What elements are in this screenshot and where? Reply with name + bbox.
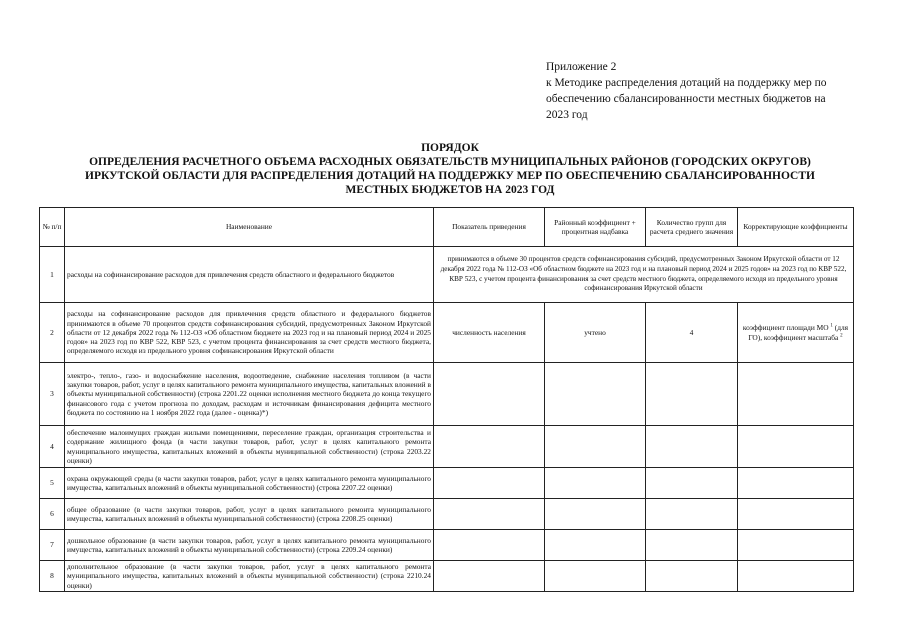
table-header-row	[40, 208, 854, 247]
row-name: общее образование (в части закупки товаров, работ, услуг в целях капитального ремонта муниципального имущества, капитальных вложений в объекты муниципальной собственности) (строка 2208.25 оценки)	[65, 499, 434, 530]
row-indicator: численность населения	[434, 303, 545, 363]
row-merged-note: принимаются в объеме 30 процентов средств софинансирования субсидий, предусмотренных Законом Иркутской области от 12 декабря 2022 года № 112-ОЗ «Об областном бюджете на 2023 год и на плановый период 2024 и 2025 годов» на 2023 год по КВР 522, КВР 523, с учетом процента финансирования за счет средств местного бюджета, определяемого исходя из предельного уровня софинансирования Иркутской области	[434, 247, 854, 303]
header-name: Наименование	[65, 208, 434, 247]
empty-cell	[545, 530, 646, 561]
appendix-line-4: 2023 год	[546, 109, 588, 121]
row-correcting	[738, 303, 854, 363]
row-name: дошкольное образование (в части закупки товаров, работ, услуг в целях капитального ремонта муниципального имущества, капитальных вложений в объекты муниципальной собственности) (строка 2209.24 оценки)	[65, 530, 434, 561]
appendix-line-2: к Методике распределения дотаций на поддержку мер по	[546, 77, 827, 89]
document-heading	[40, 141, 860, 197]
header-num: № п/п	[40, 208, 65, 247]
table-row	[40, 468, 854, 499]
empty-cell	[545, 499, 646, 530]
table-row	[40, 303, 854, 363]
row-coef: учтено	[545, 303, 646, 363]
empty-cell	[738, 426, 854, 468]
header-correcting: Корректирующие коэффициенты	[738, 208, 854, 247]
row-num: 5	[40, 468, 65, 499]
empty-cell	[434, 530, 545, 561]
empty-cell	[434, 468, 545, 499]
row-groups: 4	[646, 303, 738, 363]
row-num: 3	[40, 363, 65, 426]
row-name: охрана окружающей среды (в части закупки товаров, работ, услуг в целях капитального ремонта муниципального имущества, капитальных вложений в объекты муниципальной собственности) (строка 2207.22 оценки)	[65, 468, 434, 499]
footnote-2: 2	[840, 333, 843, 339]
empty-cell	[738, 363, 854, 426]
header-indicator: Показатель приведения	[434, 208, 545, 247]
row-num: 1	[40, 247, 65, 303]
table-row	[40, 530, 854, 561]
heading-line-2: ОПРЕДЕЛЕНИЯ РАСЧЕТНОГО ОБЪЕМА РАСХОДНЫХ ОБЯЗАТЕЛЬСТВ МУНИЦИПАЛЬНЫХ РАЙОНОВ (ГОРОДСКИХ ОКРУГОВ)	[89, 156, 811, 168]
empty-cell	[646, 499, 738, 530]
table-row	[40, 426, 854, 468]
empty-cell	[646, 426, 738, 468]
row-num: 2	[40, 303, 65, 363]
empty-cell	[646, 468, 738, 499]
row-name: дополнительное образование (в части закупки товаров, работ, услуг в целях капитального ремонта муниципального имущества, капитальных вложений в объекты муниципальной собственности) (строка 2210.24 оценки)	[65, 561, 434, 592]
empty-cell	[646, 561, 738, 592]
table-row	[40, 247, 854, 303]
empty-cell	[545, 561, 646, 592]
appendix-title: Приложение 2	[546, 61, 617, 73]
empty-cell	[434, 561, 545, 592]
empty-cell	[738, 468, 854, 499]
row-num: 8	[40, 561, 65, 592]
row-num: 4	[40, 426, 65, 468]
correcting-text-b: (для ГО), коэффициент масштаба	[748, 323, 849, 342]
heading-line-3: ИРКУТСКОЙ ОБЛАСТИ ДЛЯ РАСПРЕДЕЛЕНИЯ ДОТАЦИЙ НА ПОДДЕРЖКУ МЕР ПО ОБЕСПЕЧЕНИЮ СБАЛАНСИРОВАННОСТИ	[85, 170, 815, 182]
empty-cell	[434, 426, 545, 468]
row-name: расходы на софинансирование расходов для привлечения средств областного и федерального бюджетов принимаются в объеме 70 процентов средств софинансирования субсидий, предусмотренных Законом Иркутской области от 12 декабря 2022 года № 112-ОЗ «Об областном бюджете на 2023 год и на плановый период 2024 и 2025 годов» на 2023 год по КВР 522, КВР 523, с учетом процента финансирования за счет средств местного бюджета, определяемого исходя из предельного уровня софинансирования Иркутской области	[65, 303, 434, 363]
empty-cell	[434, 363, 545, 426]
empty-cell	[646, 363, 738, 426]
expenditure-table	[39, 207, 854, 592]
empty-cell	[545, 363, 646, 426]
heading-line-4: МЕСТНЫХ БЮДЖЕТОВ НА 2023 ГОД	[345, 184, 555, 196]
appendix-block	[546, 59, 854, 123]
row-name: электро-, тепло-, газо- и водоснабжение населения, водоотведение, снабжение населения топливом (в части закупки товаров, работ, услуг в целях капитального ремонта муниципального имущества, капитальных вложений в объекты муниципальной собственности) (строка 2201.22 оценки исполнения местного бюджета до конца текущего финансового года с учетом прогноза по доходам, расходам и источникам финансирования дефицита местного бюджета по состоянию на 1 ноября 2022 года (далее - оценка)*)	[65, 363, 434, 426]
footnote-1: 1	[830, 323, 833, 329]
row-name: обеспечение малоимущих граждан жилыми помещениями, переселение граждан, организация строительства и содержание жилищного фонда (в части закупки товаров, работ, услуг в целях капитального ремонта муниципального имущества, капитальных вложений в объекты муниципальной собственности) (строка 2203.22 оценки)	[65, 426, 434, 468]
correcting-text-a: коэффициент площади МО	[742, 323, 829, 333]
empty-cell	[434, 499, 545, 530]
table-row	[40, 561, 854, 592]
empty-cell	[738, 530, 854, 561]
row-num: 6	[40, 499, 65, 530]
empty-cell	[545, 468, 646, 499]
empty-cell	[545, 426, 646, 468]
empty-cell	[738, 561, 854, 592]
row-name: расходы на софинансирование расходов для привлечения средств областного и федерального бюджетов	[65, 247, 434, 303]
appendix-line-3: обеспечению сбалансированности местных бюджетов на	[546, 93, 826, 105]
header-groups: Количество групп для расчета среднего значения	[646, 208, 738, 247]
table-row	[40, 363, 854, 426]
row-num: 7	[40, 530, 65, 561]
empty-cell	[738, 499, 854, 530]
empty-cell	[646, 530, 738, 561]
heading-line-1: ПОРЯДОК	[421, 142, 479, 154]
header-coef: Районный коэффициент + процентная надбавка	[545, 208, 646, 247]
table-row	[40, 499, 854, 530]
